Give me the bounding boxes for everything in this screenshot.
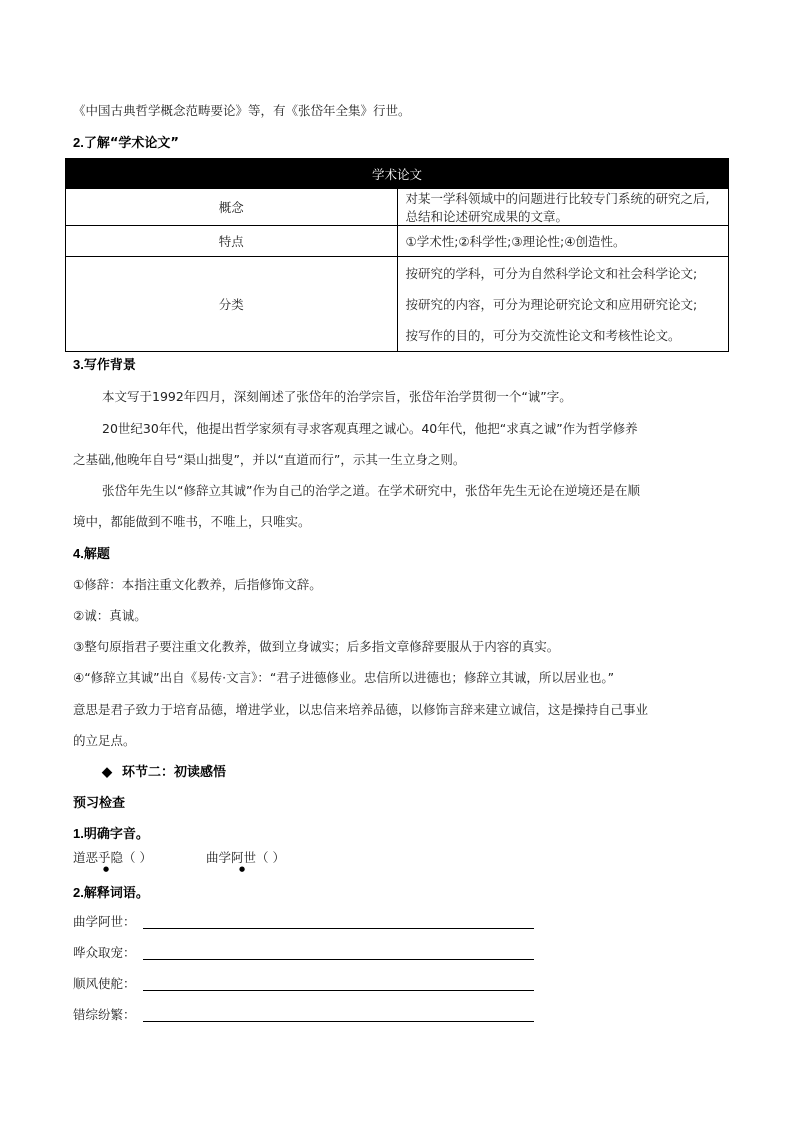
table-row-text: ①学术性;②科学性;③理论性;④创造性。: [397, 226, 729, 257]
answer-blank[interactable]: [143, 1021, 534, 1022]
explain-item: ③整句原指君子要注重文化教养，做到立身诚实；后多指文章修辞要服从于内容的真实。: [73, 639, 560, 654]
paragraph-line: 境中，都能做到不唯书，不唯上，只唯实。: [73, 514, 311, 529]
table-row-label: 概念: [66, 189, 398, 226]
table-row-label: 分类: [66, 257, 398, 352]
emphasis-dot-icon: ●: [239, 865, 246, 873]
explain-item: ②诚：真诚。: [73, 608, 147, 623]
table-row: [66, 226, 729, 257]
section-3-heading: [73, 356, 136, 375]
paragraph-line: 本文写于1992年四月，深刻阐述了张岱年的治学宗旨，张岱年治学贯彻一个“诚”字。: [102, 389, 572, 404]
diamond-bullet-icon: ◆: [102, 764, 112, 779]
table-row: [66, 189, 729, 226]
class-line: 按研究的学科，可分为自然科学论文和社会科学论文;: [405, 265, 698, 281]
table-row-text: 对某一学科领域中的问题进行比较专门系统的研究之后,总结和论述研究成果的文章。: [397, 189, 729, 226]
class-line: 按研究的内容，可分为理论研究论文和应用研究论文;: [405, 296, 698, 312]
intro-tail-text: 《中国古典哲学概念范畴要论》等，有《张岱年全集》行世。: [73, 103, 411, 118]
explain-item: ④“修辞立其诚”出自《易传·文言》：“君子进德修业。忠信所以进德也；修辞立其诚，所以居业也。”: [73, 670, 615, 685]
table-title: 学术论文: [66, 159, 729, 189]
table-row-class-cell: [397, 257, 729, 352]
answer-blank[interactable]: [143, 990, 534, 991]
term-label: 哗众取宠：: [73, 945, 136, 960]
question-1-heading: [73, 825, 149, 844]
paragraph-line: 之基础,他晚年自号“渠山拙叟”，并以“直道而行”，示其一生立身之则。: [73, 452, 466, 467]
stage-title: 环节二：初读感悟: [122, 765, 227, 780]
question-1-number: 1.: [73, 826, 84, 841]
pronunciation-item-2[interactable]: 曲学阿世（ ）: [206, 850, 285, 865]
explain-item: 的立足点。: [73, 733, 136, 748]
explain-item: ①修辞：本指注重文化教养，后指修饰文辞。: [73, 577, 322, 592]
answer-blank[interactable]: [143, 928, 534, 929]
section-4-number: 4.: [73, 546, 84, 561]
paragraph-line: 20世纪30年代，他提出哲学家须有寻求客观真理之诚心。40年代，他把“求真之诚”作为哲学修养: [102, 421, 638, 436]
question-1-title: 明确字音。: [83, 827, 149, 842]
section-3-number: 3.: [73, 357, 84, 372]
paragraph-line: 张岱年先生以“修辞立其诚”作为自己的治学之道。在学术研究中，张岱年先生无论在逆境还是在顺: [102, 483, 640, 498]
stage-heading: [102, 763, 226, 782]
preview-title: 预习检查: [73, 796, 126, 811]
section-2-heading: [73, 134, 179, 153]
pronunciation-item-1[interactable]: 道恶乎隐（ ）: [73, 850, 152, 865]
section-2-number: 2.: [73, 135, 84, 150]
question-2-number: 2.: [73, 885, 84, 900]
academic-paper-table: [65, 158, 729, 352]
section-2-title: 了解“学术论文”: [83, 136, 179, 151]
term-label: 错综纷繁：: [73, 1007, 136, 1022]
question-2-title: 解释词语。: [83, 886, 149, 901]
term-label: 顺风使舵：: [73, 976, 136, 991]
section-4-title: 解题: [83, 547, 110, 562]
section-4-heading: [73, 545, 110, 564]
question-2-heading: [73, 884, 149, 903]
emphasis-dot-icon: ●: [103, 865, 110, 873]
section-3-title: 写作背景: [83, 358, 136, 373]
answer-blank[interactable]: [143, 959, 534, 960]
table-row-label: 特点: [66, 226, 398, 257]
explain-item: 意思是君子致力于培育品德，增进学业，以忠信来培养品德，以修饰言辞来建立诚信，这是操持自己事业: [73, 702, 649, 717]
table-row: [66, 257, 729, 352]
class-line: 按写作的目的，可分为交流性论文和考核性论文。: [405, 327, 681, 343]
term-label: 曲学阿世：: [73, 914, 136, 929]
